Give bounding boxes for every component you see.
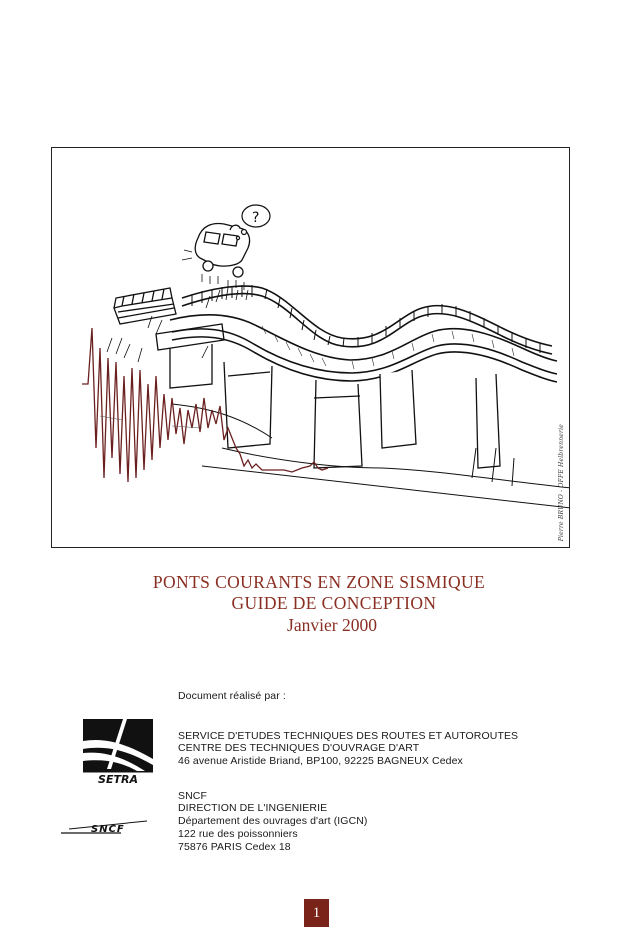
- cover-illustration: [51, 147, 570, 548]
- title-line-1: PONTS COURANTS EN ZONE SISMIQUE: [152, 572, 486, 592]
- setra-line-3: 46 avenue Aristide Briand, BP100, 92225 BAGNEUX Cedex: [178, 755, 463, 767]
- sncf-line-1: SNCF: [178, 790, 207, 802]
- setra-line-1: SERVICE D'ETUDES TECHNIQUES DES ROUTES ET AUTOROUTES: [178, 730, 519, 742]
- illustration-credit: Pierre BRUNO - OFFE Helbrennerie: [558, 423, 565, 541]
- setra-line-2: CENTRE DES TECHNIQUES D'OUVRAGE D'ART: [178, 742, 420, 754]
- earthquake-bridge-drawing: [52, 148, 570, 548]
- setra-logo: [83, 719, 153, 785]
- sncf-line-2: DIRECTION DE L'INGENIERIE: [178, 802, 328, 814]
- sncf-logo-text: SNCF: [91, 824, 125, 835]
- sncf-line-4: 122 rue des poissonniers: [178, 828, 298, 840]
- sncf-line-3: Département des ouvrages d'art (IGCN): [178, 815, 368, 827]
- thought-bubble-text: ?: [252, 210, 260, 226]
- title-date: Janvier 2000: [287, 615, 377, 635]
- title-line-2: GUIDE DE CONCEPTION: [231, 593, 437, 613]
- sncf-line-5: 75876 PARIS Cedex 18: [178, 841, 291, 853]
- setra-logo-text: SETRA: [98, 773, 138, 785]
- authors-intro: Document réalisé par :: [178, 690, 286, 702]
- page-number: 1: [304, 899, 329, 927]
- document-title: [0, 572, 638, 636]
- sncf-logo: [61, 815, 147, 841]
